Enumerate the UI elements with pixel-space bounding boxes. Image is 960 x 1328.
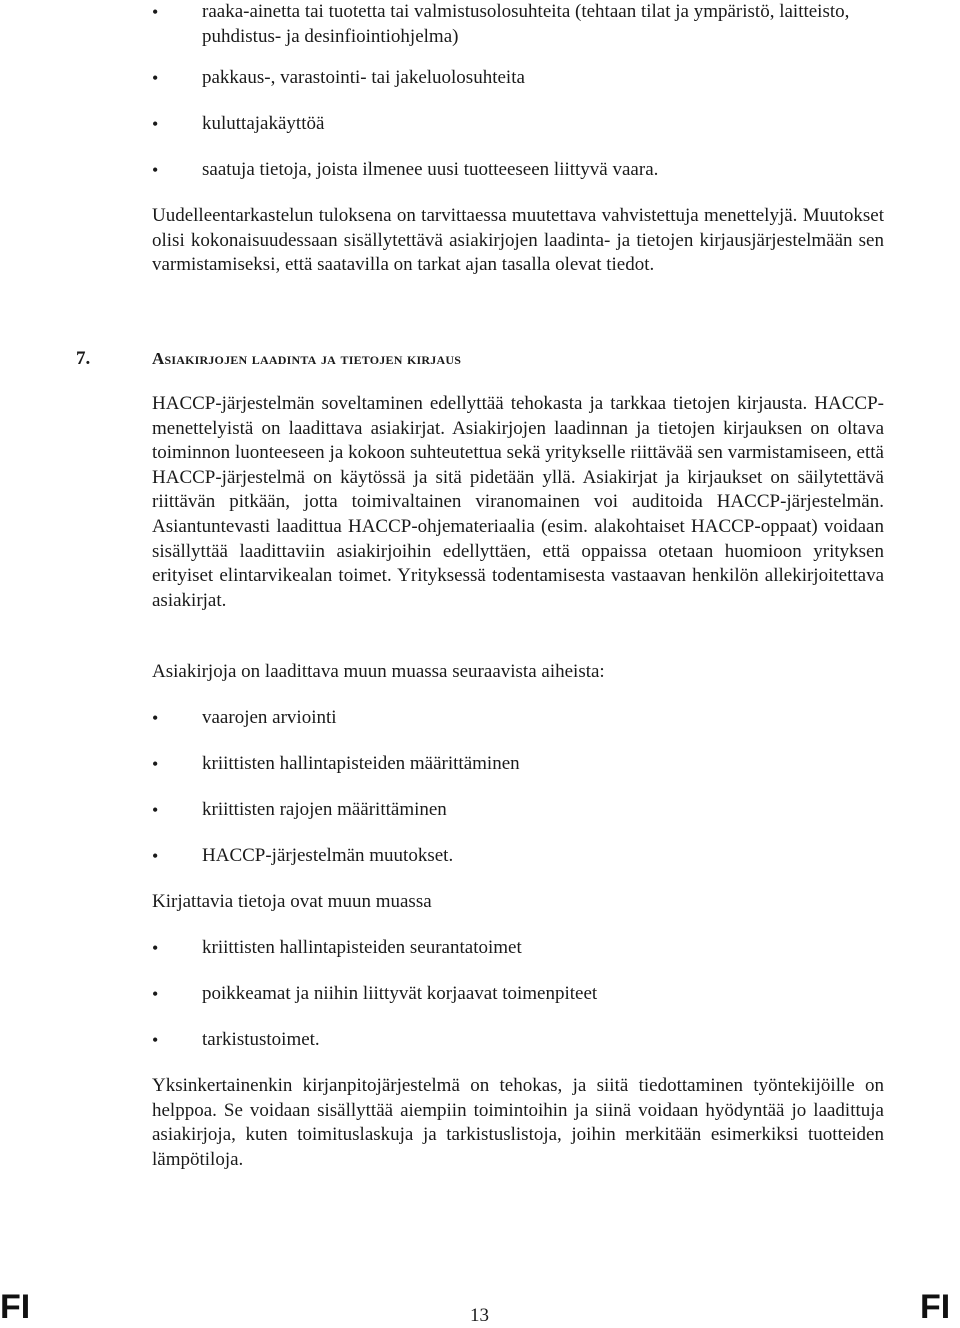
closing-paragraph: Yksinkertainenkin kirjanpitojärjestelmä on tehokas, ja siitä tiedottaminen työntekijöille on helppoa. Se voidaan sisällyttää aiempiin toimintoihin ja siinä voidaan hyödyntää jo laadittuja asiakirjoja, kuten toimituslaskuja ja tarkistuslistoja, joihin merkitään esimerkiksi tuotteiden lämpötiloja.	[152, 1075, 884, 1170]
list-item-text: kriittisten rajojen määrittäminen	[202, 799, 447, 820]
footer-language-left: FI	[0, 1288, 31, 1326]
bullet-icon: •	[152, 68, 159, 88]
section-number: 7.	[76, 348, 91, 369]
bullet-icon: •	[152, 114, 159, 134]
bullet-icon: •	[152, 754, 159, 774]
list-item-text: vaarojen arviointi	[202, 707, 337, 728]
list-item-text: kriittisten hallintapisteiden määrittäminen	[202, 753, 520, 774]
list-item-text: saatuja tietoja, joista ilmenee uusi tuotteeseen liittyvä vaara.	[202, 159, 659, 180]
section-paragraph: HACCP-järjestelmän soveltaminen edellyttää tehokasta ja tarkkaa tietojen kirjausta. HACCP-menettelyistä on laadittava asiakirjat. Asiakirjojen laadinnan ja tietojen kirjauksen on oltava toiminnon luonteeseen ja kokoon suhteutettua sekä yritykselle riittävää sen varmistamiseen, että HACCP-järjestelmä on käytössä ja sitä pidetään yllä. Asiakirjat ja kirjaukset on säilytettävä riittävän pitkään, jotta toimivaltainen viranomainen voi auditoida HACCP-järjestelmän. Asiantuntevasti laadittua HACCP-ohjemateriaalia (esim. alakohtaiset HACCP-oppaat) voidaan sisällyttää laadittaviin asiakirjoihin edellyttäen, että oppaissa otetaan huomioon yrityksen erityiset elintarvikealan toimet. Yrityksessä todentamisesta vastaavan henkilön allekirjoitettava asiakirjat.	[152, 393, 884, 611]
footer-language-right: FI	[920, 1288, 951, 1326]
reverification-paragraph: Uudelleentarkastelun tuloksena on tarvittaessa muutettava vahvistettuja menettelyjä. Muutokset olisi kokonaisuudessaan sisällytettävä asiakirjojen laadinta- ja tietojen kirjausjärjestelmään sen varmistamiseksi, että saatavilla on tarkat ajan tasalla olevat tiedot.	[152, 205, 884, 276]
bullet-icon: •	[152, 984, 159, 1004]
bullet-icon: •	[152, 1030, 159, 1050]
bullet-icon: •	[152, 846, 159, 866]
bullet-icon: •	[152, 938, 159, 958]
bullet-icon: •	[152, 708, 159, 728]
bullet-icon: •	[152, 160, 159, 180]
section-title: Asiakirjojen laadinta ja tietojen kirjaus	[152, 349, 462, 368]
page-number: 13	[470, 1305, 489, 1326]
records-intro: Kirjattavia tietoja ovat muun muassa	[152, 891, 432, 912]
documents-intro: Asiakirjoja on laadittava muun muassa seuraavista aiheista:	[152, 661, 605, 682]
list-item-text: tarkistustoimet.	[202, 1029, 320, 1050]
list-item-text: kuluttajakäyttöä	[202, 113, 325, 134]
list-item-text: HACCP-järjestelmän muutokset.	[202, 845, 454, 866]
bullet-icon: •	[152, 800, 159, 820]
list-item-text: raaka-ainetta tai tuotetta tai valmistusolosuhteita (tehtaan tilat ja ympäristö, laitteisto, puhdistus- ja desinfiointiohjelma)	[202, 1, 850, 47]
list-item-text: poikkeamat ja niihin liittyvät korjaavat toimenpiteet	[202, 983, 598, 1004]
list-item-text: kriittisten hallintapisteiden seurantatoimet	[202, 937, 522, 958]
list-item-text: pakkaus-, varastointi- tai jakeluolosuhteita	[202, 67, 525, 88]
bullet-icon: •	[152, 2, 159, 22]
